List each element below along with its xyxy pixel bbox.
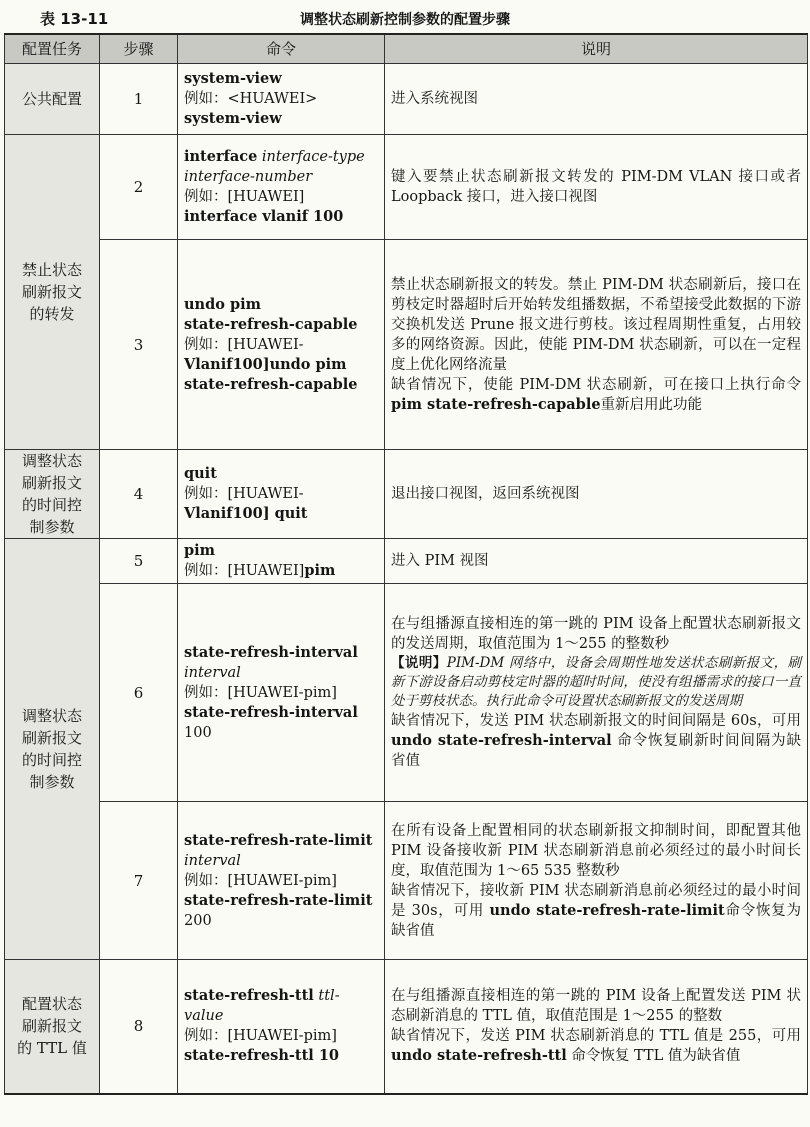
table-row (5, 135, 808, 240)
description-cell: 在与组播源直接相连的第一跳的 PIM 设备上配置发送 PIM 状态刷新消息的 TTL 值，取值范围是 1～255 的整数 缺省情况下，发送 PIM 状态刷新消息的 TTL 值是 255，可用 undo state-refresh-ttl 命令恢复 TTL 值为缺省值 (385, 960, 808, 1094)
table-caption (0, 5, 810, 31)
step-number: 5 (100, 539, 178, 584)
description-cell: 键入要禁止状态刷新报文转发的 PIM-DM VLAN 接口或者 Loopback 接口，进入接口视图 (385, 135, 808, 240)
step-number: 3 (100, 240, 178, 450)
command-cell: system-view 例如：<HUAWEI> system-view (178, 64, 385, 135)
command-cell: pim 例如：[HUAWEI]pim (178, 539, 385, 584)
task-cell-timing-a: 调整状态 刷新报文 的时间控 制参数 (5, 450, 100, 539)
step-number: 8 (100, 960, 178, 1094)
header-step: 步骤 (100, 34, 178, 64)
command-cell: state-refresh-interval interval 例如：[HUAWEI-pim] state-refresh-interval 100 (178, 584, 385, 802)
table-row (5, 450, 808, 539)
table-title: 调整状态刷新控制参数的配置步骤 (300, 12, 510, 28)
command-cell: quit 例如：[HUAWEI- Vlanif100] quit (178, 450, 385, 539)
table-row (5, 64, 808, 135)
task-cell-common: 公共配置 (5, 64, 100, 135)
task-cell-timing-b: 调整状态 刷新报文 的时间控 制参数 (5, 539, 100, 960)
description-cell: 进入系统视图 (385, 64, 808, 135)
description-cell: 禁止状态刷新报文的转发。禁止 PIM-DM 状态刷新后，接口在剪枝定时器超时后开始转发组播数据，不希望接受此数据的下游交换机发送 Prune 报文进行剪枝。该过程周期性重复，占用较多的网络资源。因此，使能 PIM-DM 状态刷新，可以在一定程度上优化网络流量 缺省情况下，使能 PIM-DM 状态刷新，可在接口上执行命令pim state-refresh-capable重新启用此功能 (385, 240, 808, 450)
step-number: 4 (100, 450, 178, 539)
step-number: 7 (100, 802, 178, 960)
command-cell: state-refresh-rate-limit interval 例如：[HUAWEI-pim] state-refresh-rate-limit 200 (178, 802, 385, 960)
table-header-row (5, 34, 808, 64)
header-description: 说明 (385, 34, 808, 64)
table-row (5, 539, 808, 584)
header-command: 命令 (178, 34, 385, 64)
table-number: 表 13-11 (40, 10, 109, 28)
description-cell: 进入 PIM 视图 (385, 539, 808, 584)
header-task: 配置任务 (5, 34, 100, 64)
step-number: 2 (100, 135, 178, 240)
table-row (5, 802, 808, 960)
table-row (5, 584, 808, 802)
task-cell-disable-forwarding: 禁止状态 刷新报文 的转发 (5, 135, 100, 450)
command-cell: undo pim state-refresh-capable 例如：[HUAWEI- Vlanif100]undo pim state-refresh-capable (178, 240, 385, 450)
task-cell-ttl: 配置状态 刷新报文 的 TTL 值 (5, 960, 100, 1094)
description-cell: 退出接口视图，返回系统视图 (385, 450, 808, 539)
command-cell: state-refresh-ttl ttl-value 例如：[HUAWEI-pim] state-refresh-ttl 10 (178, 960, 385, 1094)
table-row (5, 240, 808, 450)
table-row (5, 960, 808, 1094)
config-steps-table (4, 33, 808, 1095)
step-number: 6 (100, 584, 178, 802)
command-cell: interface interface-type interface-number 例如：[HUAWEI] interface vlanif 100 (178, 135, 385, 240)
step-number: 1 (100, 64, 178, 135)
description-cell: 在与组播源直接相连的第一跳的 PIM 设备上配置状态刷新报文的发送周期，取值范围为 1～255 的整数秒 【说明】PIM-DM 网络中，设备会周期性地发送状态刷新报文，刷新下游设备启动剪枝定时器的超时时间，使没有组播需求的接口一直处于剪枝状态。执行此命令可设置状态刷新报文的发送周期 缺省情况下，发送 PIM 状态刷新报文的时间间隔是 60s，可用 undo state-refresh-interval 命令恢复刷新时间间隔为缺省值 (385, 584, 808, 802)
description-cell: 在所有设备上配置相同的状态刷新报文抑制时间，即配置其他 PIM 设备接收新 PIM 状态刷新消息前必须经过的最小时间长度，取值范围为 1～65 535 整数秒 缺省情况下，接收新 PIM 状态刷新消息前必须经过的最小时间是 30s，可用 undo state-refresh-rate-limit命令恢复为缺省值 (385, 802, 808, 960)
note-block: 【说明】PIM-DM 网络中，设备会周期性地发送状态刷新报文，刷新下游设备启动剪枝定时器的超时时间，使没有组播需求的接口一直处于剪枝状态。执行此命令可设置状态刷新报文的发送周期 (391, 655, 802, 709)
